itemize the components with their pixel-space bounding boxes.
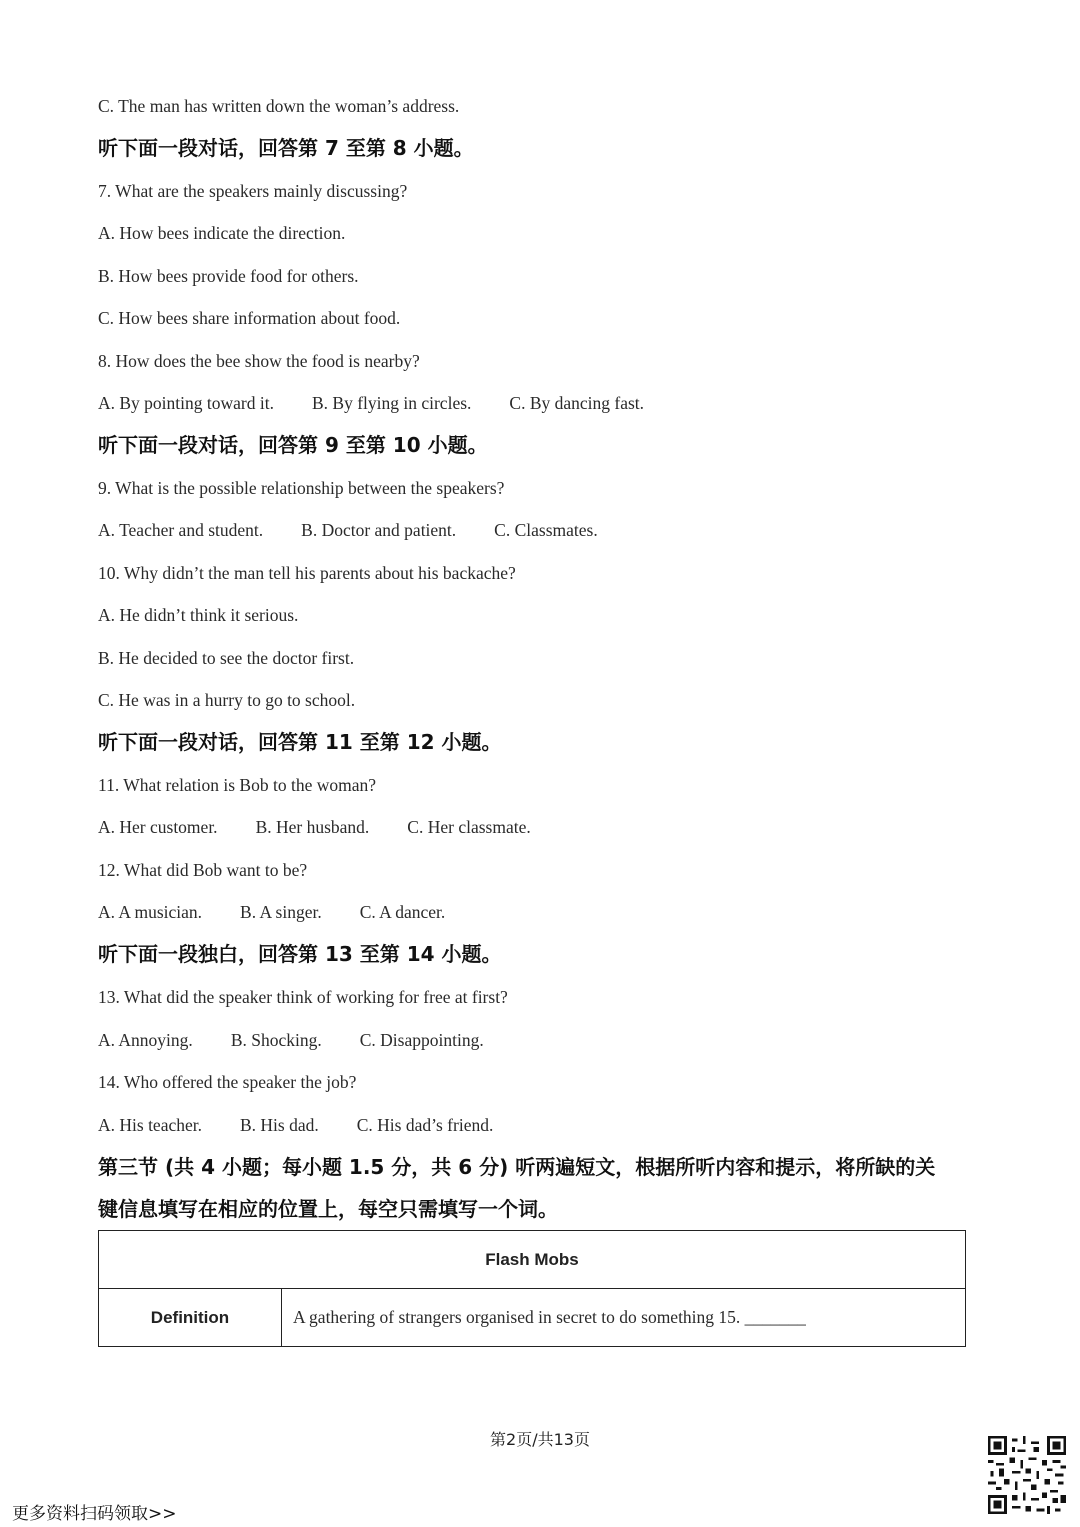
- option-7a: A. How bees indicate the direction.: [98, 223, 346, 243]
- option-10b: B. He decided to see the doctor first.: [98, 648, 355, 668]
- question-8: 8. How does the bee show the food is nearby?: [98, 351, 420, 371]
- option-14c: C. His dad’s friend.: [356, 1115, 494, 1135]
- option-12a: A. A musician.: [98, 902, 203, 922]
- section-heading-11-12: 听下面一段对话，回答第 11 至第 12 小题。: [98, 730, 502, 754]
- flash-mobs-table: [98, 1230, 966, 1347]
- table-title: Flash Mobs: [99, 1231, 966, 1289]
- option-12c: C. A dancer.: [359, 902, 446, 922]
- option-9b: B. Doctor and patient.: [301, 520, 457, 540]
- option-11a: A. Her customer.: [98, 817, 218, 837]
- option-14a: A. His teacher.: [98, 1115, 202, 1135]
- option-13b: B. Shocking.: [230, 1030, 322, 1050]
- option-13c: C. Disappointing.: [359, 1030, 484, 1050]
- option-10c: C. He was in a hurry to go to school.: [98, 690, 356, 710]
- options-11: [98, 816, 531, 838]
- option-12b: B. A singer.: [240, 902, 322, 922]
- section-heading-13-14: 听下面一段独白，回答第 13 至第 14 小题。: [98, 942, 502, 966]
- qr-code-icon: [988, 1436, 1066, 1514]
- options-8: [98, 392, 644, 414]
- option-8a: A. By pointing toward it.: [98, 393, 274, 413]
- option-9a: A. Teacher and student.: [98, 520, 264, 540]
- option-11c: C. Her classmate.: [407, 817, 531, 837]
- question-10: 10. Why didn’t the man tell his parents about his backache?: [98, 563, 516, 583]
- option-11b: B. Her husband.: [255, 817, 370, 837]
- option-13a: A. Annoying.: [98, 1030, 193, 1050]
- options-9: [98, 519, 598, 541]
- options-13: [98, 1029, 484, 1051]
- section-3-instructions-line1: 第三节 (共 4 小题；每小题 1.5 分，共 6 分) 听两遍短文，根据所听内容和提示，将所缺的关: [98, 1155, 936, 1179]
- page-number: 第2页/共13页: [490, 1430, 590, 1449]
- section-heading-7-8: 听下面一段对话，回答第 7 至第 8 小题。: [98, 136, 474, 160]
- question-12: 12. What did Bob want to be?: [98, 860, 308, 880]
- question-7: 7. What are the speakers mainly discussing?: [98, 181, 408, 201]
- question-14: 14. Who offered the speaker the job?: [98, 1072, 357, 1092]
- option-8c: C. By dancing fast.: [509, 393, 645, 413]
- question-13: 13. What did the speaker think of working for free at first?: [98, 987, 508, 1007]
- more-resources-link[interactable]: 更多资料扫码领取>>: [12, 1504, 177, 1524]
- question-11: 11. What relation is Bob to the woman?: [98, 775, 377, 795]
- options-14: [98, 1114, 493, 1136]
- table-row-label: Definition: [99, 1289, 282, 1347]
- table-row-value: A gathering of strangers organised in secret to do something 15. _______: [282, 1289, 966, 1347]
- option-14b: B. His dad.: [240, 1115, 319, 1135]
- option-6c: C. The man has written down the woman’s address.: [98, 96, 460, 116]
- section-3-instructions-line2: 键信息填写在相应的位置上，每空只需填写一个词。: [98, 1197, 558, 1221]
- section-heading-9-10: 听下面一段对话，回答第 9 至第 10 小题。: [98, 433, 488, 457]
- options-12: [98, 901, 445, 923]
- option-9c: C. Classmates.: [494, 520, 598, 540]
- option-7b: B. How bees provide food for others.: [98, 266, 359, 286]
- question-9: 9. What is the possible relationship between the speakers?: [98, 478, 505, 498]
- option-7c: C. How bees share information about food.: [98, 308, 401, 328]
- option-8b: B. By flying in circles.: [311, 393, 472, 413]
- option-10a: A. He didn’t think it serious.: [98, 605, 299, 625]
